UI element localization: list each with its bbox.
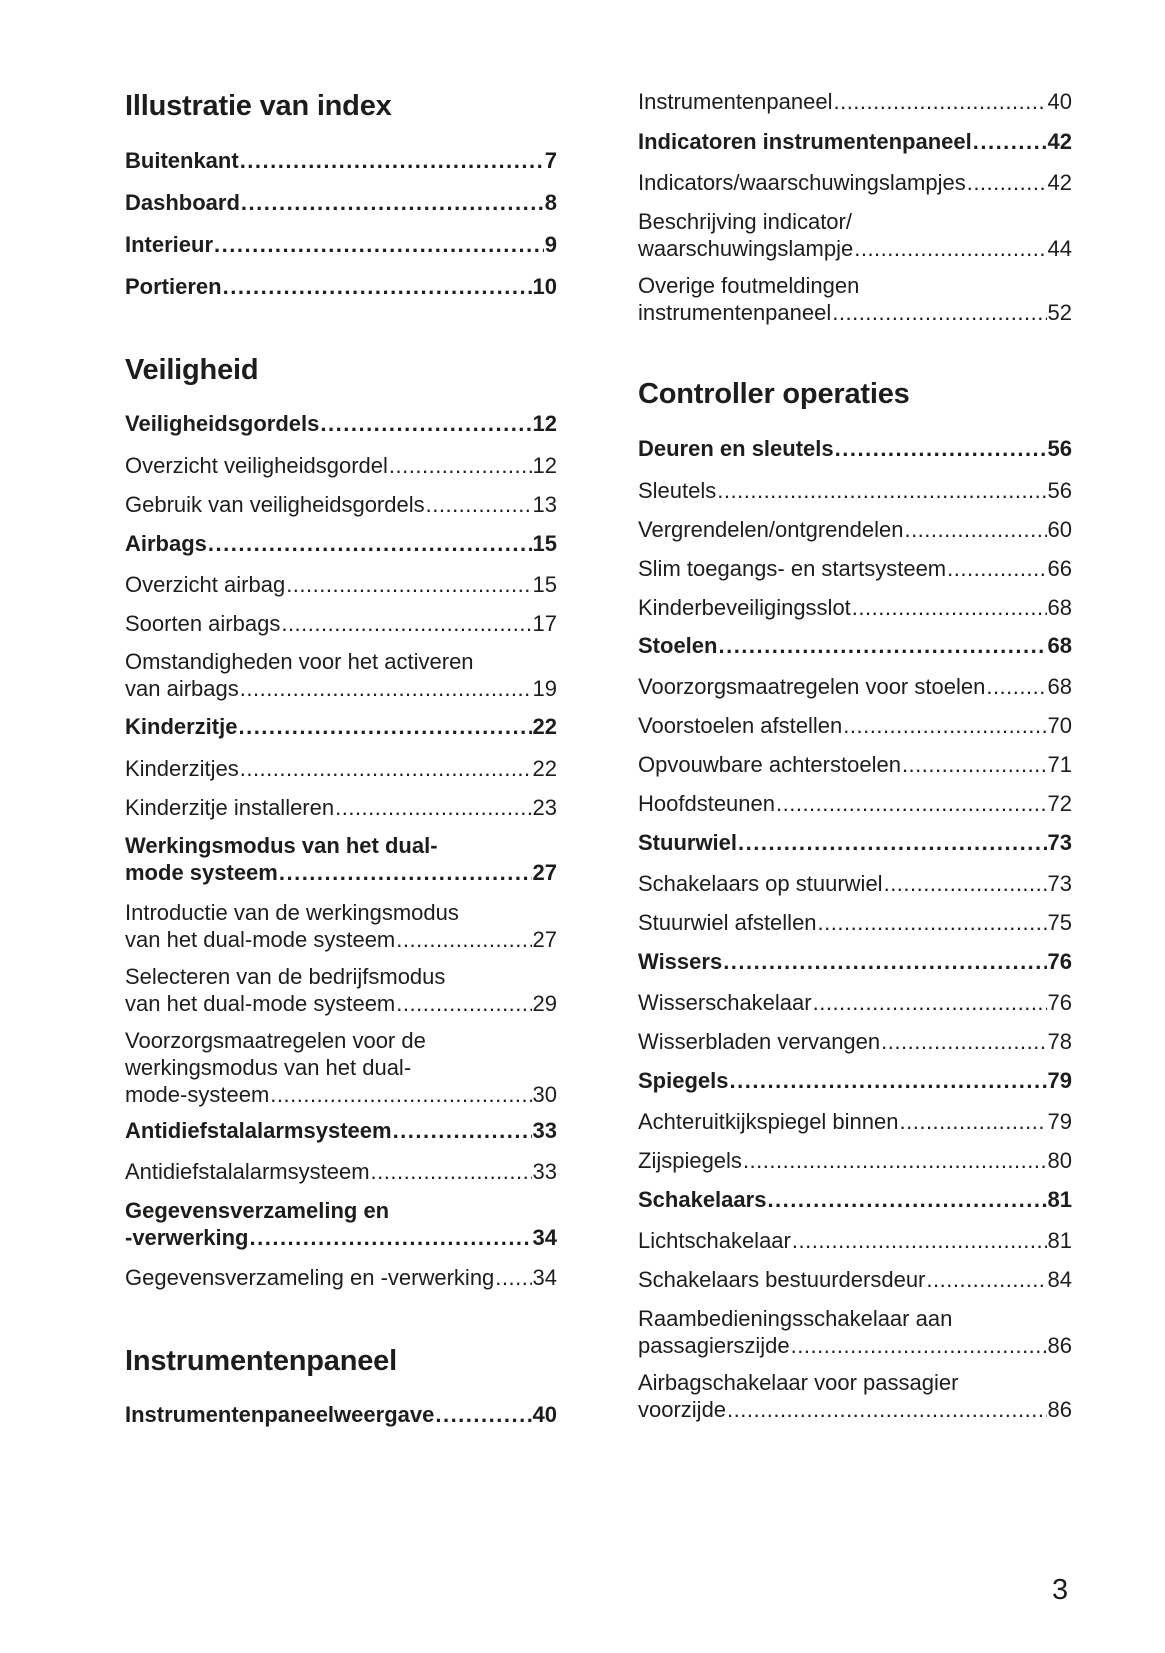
dot-leader — [738, 829, 1047, 856]
toc-entry-major[interactable] — [125, 273, 557, 300]
entry-page: 84 — [1047, 1267, 1072, 1292]
dot-leader — [435, 1401, 531, 1428]
toc-entry[interactable] — [638, 989, 1072, 1016]
entry-title: Voorstoelen afstellen — [638, 713, 843, 738]
toc-entry[interactable] — [638, 555, 1072, 582]
toc-entry[interactable] — [638, 1227, 1072, 1254]
entry-title: Overzicht veiligheidsgordel — [125, 453, 388, 478]
toc-entry-major[interactable] — [125, 530, 557, 557]
dot-leader — [389, 452, 532, 479]
dot-leader — [904, 516, 1046, 543]
entry-title-line: werkingsmodus van het dual- — [125, 1055, 412, 1080]
toc-entry[interactable] — [125, 899, 557, 953]
toc-entry-major[interactable] — [125, 189, 557, 216]
dot-leader — [320, 410, 531, 437]
toc-entry[interactable] — [638, 1147, 1072, 1174]
entry-title: Wisserschakelaar — [638, 990, 812, 1015]
toc-entry-major[interactable] — [125, 713, 557, 740]
entry-title: Stuurwiel afstellen — [638, 910, 817, 935]
entry-page: 86 — [1047, 1397, 1072, 1422]
dot-leader — [729, 1067, 1046, 1094]
dot-leader — [250, 1224, 532, 1251]
entry-page: 72 — [1047, 791, 1072, 816]
entry-title-line: Introductie van de werkingsmodus — [125, 900, 459, 925]
entry-title: instrumentenpaneel — [638, 300, 832, 325]
toc-entry[interactable] — [638, 1369, 1072, 1423]
toc-entry[interactable] — [125, 794, 557, 821]
dot-leader — [947, 555, 1046, 582]
entry-page: 56 — [1047, 436, 1072, 461]
entry-page: 33 — [532, 1118, 557, 1143]
toc-entry[interactable] — [125, 610, 557, 637]
dot-leader — [926, 1266, 1046, 1293]
entry-title: voorzijde — [638, 1397, 727, 1422]
entry-title: Interieur — [125, 232, 214, 257]
dot-leader — [967, 169, 1047, 196]
entry-title: Wisserbladen vervangen — [638, 1029, 881, 1054]
entry-title: van het dual-mode systeem — [125, 991, 396, 1016]
dot-leader — [279, 859, 532, 886]
entry-page: 30 — [532, 1082, 557, 1107]
toc-entry[interactable] — [638, 169, 1072, 196]
toc-entry-major[interactable] — [125, 1117, 557, 1144]
entry-page: 78 — [1047, 1029, 1072, 1054]
dot-leader — [792, 1227, 1047, 1254]
dot-leader — [270, 1081, 531, 1108]
dot-leader — [813, 989, 1047, 1016]
dot-leader — [495, 1264, 531, 1291]
entry-page: 73 — [1047, 871, 1072, 896]
toc-entry[interactable] — [125, 1264, 557, 1291]
entry-title: Airbags — [125, 531, 207, 556]
entry-page: 76 — [1047, 949, 1072, 974]
entry-page: 60 — [1047, 517, 1072, 542]
entry-title: van airbags — [125, 676, 239, 701]
entry-title: Overzicht airbag — [125, 572, 286, 597]
entry-title: Voorzorgsmaatregelen voor stoelen — [638, 674, 986, 699]
entry-title: waarschuwingslampje — [638, 236, 854, 261]
entry-title: Indicatoren instrumentenpaneel — [638, 129, 972, 154]
dot-leader — [396, 926, 531, 953]
entry-page: 40 — [1047, 89, 1072, 114]
entry-page: 22 — [532, 756, 557, 781]
entry-page: 68 — [1047, 595, 1072, 620]
dot-leader — [900, 1108, 1047, 1135]
entry-title: Buitenkant — [125, 148, 239, 173]
entry-page: 27 — [532, 927, 557, 952]
dot-leader — [902, 751, 1047, 778]
toc-entry-major[interactable] — [125, 1401, 557, 1428]
entry-title: Kinderzitjes — [125, 756, 239, 781]
entry-page: 8 — [544, 190, 557, 215]
section-title: Veiligheid — [125, 354, 259, 386]
toc-entry-major[interactable] — [125, 410, 557, 437]
entry-page: 17 — [532, 611, 557, 636]
entry-title: Spiegels — [638, 1068, 729, 1093]
toc-entry[interactable] — [638, 1108, 1072, 1135]
toc-entry[interactable] — [638, 516, 1072, 543]
toc-entry[interactable] — [125, 1158, 557, 1185]
entry-title: Stoelen — [638, 633, 718, 658]
entry-page: 13 — [532, 492, 557, 517]
dot-leader — [718, 632, 1046, 659]
page-number: 3 — [1052, 1574, 1069, 1606]
entry-title: Kinderbeveiligingsslot — [638, 595, 851, 620]
entry-title: Instrumentenpaneel — [638, 89, 833, 114]
entry-page: 68 — [1047, 674, 1072, 699]
dot-leader — [832, 299, 1046, 326]
entry-title: Vergrendelen/ontgrendelen — [638, 517, 904, 542]
dot-leader — [884, 870, 1047, 897]
toc-entry[interactable] — [125, 1027, 557, 1108]
toc-entry-major[interactable] — [638, 948, 1072, 975]
entry-page: 15 — [532, 531, 557, 556]
toc-entry[interactable] — [638, 751, 1072, 778]
section-title: Illustratie van index — [125, 90, 392, 122]
entry-title: Dashboard — [125, 190, 240, 215]
entry-title-line: Overige foutmeldingen — [638, 273, 860, 298]
toc-entry[interactable] — [638, 712, 1072, 739]
entry-page: 76 — [1047, 990, 1072, 1015]
entry-title: Achteruitkijkspiegel binnen — [638, 1109, 899, 1134]
dot-leader — [240, 147, 544, 174]
entry-page: 44 — [1047, 236, 1072, 261]
toc-entry[interactable] — [638, 88, 1072, 115]
entry-page: 15 — [532, 572, 557, 597]
entry-page: 80 — [1047, 1148, 1072, 1173]
entry-title: Hoofdsteunen — [638, 791, 775, 816]
toc-entry[interactable] — [125, 648, 557, 702]
dot-leader — [286, 571, 531, 598]
entry-title: Soorten airbags — [125, 611, 281, 636]
toc-entry-major[interactable] — [638, 435, 1072, 462]
entry-title: Wissers — [638, 949, 723, 974]
dot-leader — [852, 594, 1047, 621]
toc-entry[interactable] — [638, 1266, 1072, 1293]
entry-page: 66 — [1047, 556, 1072, 581]
dot-leader — [241, 189, 544, 216]
entry-page: 29 — [532, 991, 557, 1016]
entry-page: 7 — [544, 148, 557, 173]
dot-leader — [393, 1117, 532, 1144]
entry-page: 79 — [1047, 1109, 1072, 1134]
dot-leader — [818, 909, 1047, 936]
toc-entry[interactable] — [125, 963, 557, 1017]
entry-title: mode-systeem — [125, 1082, 270, 1107]
entry-page: 34 — [532, 1225, 557, 1250]
dot-leader — [723, 948, 1046, 975]
toc-entry[interactable] — [638, 594, 1072, 621]
toc-entry[interactable] — [638, 673, 1072, 700]
toc-entry[interactable] — [125, 491, 557, 518]
dot-leader — [743, 1147, 1047, 1174]
entry-title-line: Omstandigheden voor het activeren — [125, 649, 474, 674]
entry-title-line: Airbagschakelaar voor passagier — [638, 1370, 959, 1395]
toc-entry[interactable] — [638, 870, 1072, 897]
dot-leader — [214, 231, 544, 258]
entry-title: Lichtschakelaar — [638, 1228, 791, 1253]
entry-title-line: Selecteren van de bedrijfsmodus — [125, 964, 446, 989]
dot-leader — [973, 128, 1047, 155]
entry-title: Indicators/waarschuwingslampjes — [638, 170, 966, 195]
entry-title: van het dual-mode systeem — [125, 927, 396, 952]
entry-page: 70 — [1047, 713, 1072, 738]
dot-leader — [335, 794, 531, 821]
dot-leader — [986, 673, 1046, 700]
toc-entry[interactable] — [638, 272, 1072, 326]
entry-title: Antidiefstalalarmsysteem — [125, 1118, 392, 1143]
dot-leader — [776, 790, 1047, 817]
entry-page: 56 — [1047, 478, 1072, 503]
entry-title: Antidiefstalalarmsysteem — [125, 1159, 370, 1184]
entry-page: 9 — [544, 232, 557, 257]
dot-leader — [767, 1186, 1046, 1213]
entry-title: Schakelaars op stuurwiel — [638, 871, 883, 896]
entry-title-line: Voorzorgsmaatregelen voor de — [125, 1028, 426, 1053]
toc-entry-major[interactable] — [125, 147, 557, 174]
dot-leader — [833, 88, 1046, 115]
section-title: Instrumentenpaneel — [125, 1345, 397, 1377]
toc-entry-major[interactable] — [125, 231, 557, 258]
entry-title: Kinderzitje — [125, 714, 238, 739]
entry-title: Kinderzitje installeren — [125, 795, 335, 820]
entry-page: 73 — [1047, 830, 1072, 855]
toc-entry[interactable] — [638, 477, 1072, 504]
entry-title: Gegevensverzameling en -verwerking — [125, 1265, 495, 1290]
toc-entry[interactable] — [638, 1028, 1072, 1055]
entry-title: mode systeem — [125, 860, 278, 885]
entry-page: 75 — [1047, 910, 1072, 935]
entry-page: 23 — [532, 795, 557, 820]
entry-title-line: Werkingsmodus van het dual- — [125, 833, 438, 858]
toc-entry-major[interactable] — [125, 832, 557, 886]
toc-entry[interactable] — [125, 452, 557, 479]
toc-entry[interactable] — [638, 790, 1072, 817]
entry-title: Opvouwbare achterstoelen — [638, 752, 901, 777]
dot-leader — [223, 273, 532, 300]
dot-leader — [843, 712, 1046, 739]
dot-leader — [240, 755, 532, 782]
entry-page: 42 — [1047, 170, 1072, 195]
entry-title: Veiligheidsgordels — [125, 411, 320, 436]
entry-title: -verwerking — [125, 1225, 249, 1250]
entry-page: 81 — [1047, 1187, 1072, 1212]
dot-leader — [238, 713, 531, 740]
entry-page: 40 — [532, 1402, 557, 1427]
entry-page: 22 — [532, 714, 557, 739]
dot-leader — [208, 530, 532, 557]
dot-leader — [396, 990, 531, 1017]
toc-entry-major[interactable] — [638, 1186, 1072, 1213]
entry-title: Portieren — [125, 274, 222, 299]
dot-leader — [791, 1332, 1047, 1359]
toc-entry[interactable] — [125, 755, 557, 782]
toc-entry-major[interactable] — [638, 829, 1072, 856]
entry-page: 86 — [1047, 1333, 1072, 1358]
toc-entry-major[interactable] — [638, 632, 1072, 659]
entry-page: 12 — [532, 453, 557, 478]
toc-entry[interactable] — [638, 208, 1072, 262]
entry-title-line: Raambedieningsschakelaar aan — [638, 1306, 953, 1331]
entry-title: Schakelaars — [638, 1187, 767, 1212]
entry-title: passagierszijde — [638, 1333, 790, 1358]
entry-title: Zijspiegels — [638, 1148, 742, 1173]
dot-leader — [835, 435, 1047, 462]
entry-page: 27 — [532, 860, 557, 885]
toc-entry[interactable] — [638, 1305, 1072, 1359]
entry-page: 52 — [1047, 300, 1072, 325]
toc-entry-major[interactable] — [638, 128, 1072, 155]
entry-page: 12 — [532, 411, 557, 436]
entry-page: 42 — [1047, 129, 1072, 154]
toc-entry-major[interactable] — [638, 1067, 1072, 1094]
dot-leader — [881, 1028, 1046, 1055]
entry-page: 33 — [532, 1159, 557, 1184]
section-title: Controller operaties — [638, 378, 910, 410]
toc-entry[interactable] — [125, 571, 557, 598]
entry-page: 19 — [532, 676, 557, 701]
entry-title: Slim toegangs- en startsysteem — [638, 556, 947, 581]
entry-title: Stuurwiel — [638, 830, 738, 855]
toc-entry-major[interactable] — [125, 1197, 557, 1251]
dot-leader — [717, 477, 1046, 504]
entry-page: 71 — [1047, 752, 1072, 777]
entry-page: 68 — [1047, 633, 1072, 658]
dot-leader — [854, 235, 1046, 262]
entry-page: 79 — [1047, 1068, 1072, 1093]
toc-entry[interactable] — [638, 909, 1072, 936]
entry-page: 34 — [532, 1265, 557, 1290]
dot-leader — [371, 1158, 532, 1185]
entry-title: Sleutels — [638, 478, 717, 503]
entry-page: 81 — [1047, 1228, 1072, 1253]
entry-title: Instrumentenpaneelweergave — [125, 1402, 435, 1427]
entry-title-line: Gegevensverzameling en — [125, 1198, 390, 1223]
dot-leader — [727, 1396, 1046, 1423]
entry-title: Schakelaars bestuurdersdeur — [638, 1267, 926, 1292]
entry-title: Gebruik van veiligheidsgordels — [125, 492, 425, 517]
entry-page: 10 — [532, 274, 557, 299]
dot-leader — [281, 610, 531, 637]
dot-leader — [240, 675, 532, 702]
entry-title: Deuren en sleutels — [638, 436, 834, 461]
dot-leader — [426, 491, 532, 518]
entry-title-line: Beschrijving indicator/ — [638, 209, 852, 234]
